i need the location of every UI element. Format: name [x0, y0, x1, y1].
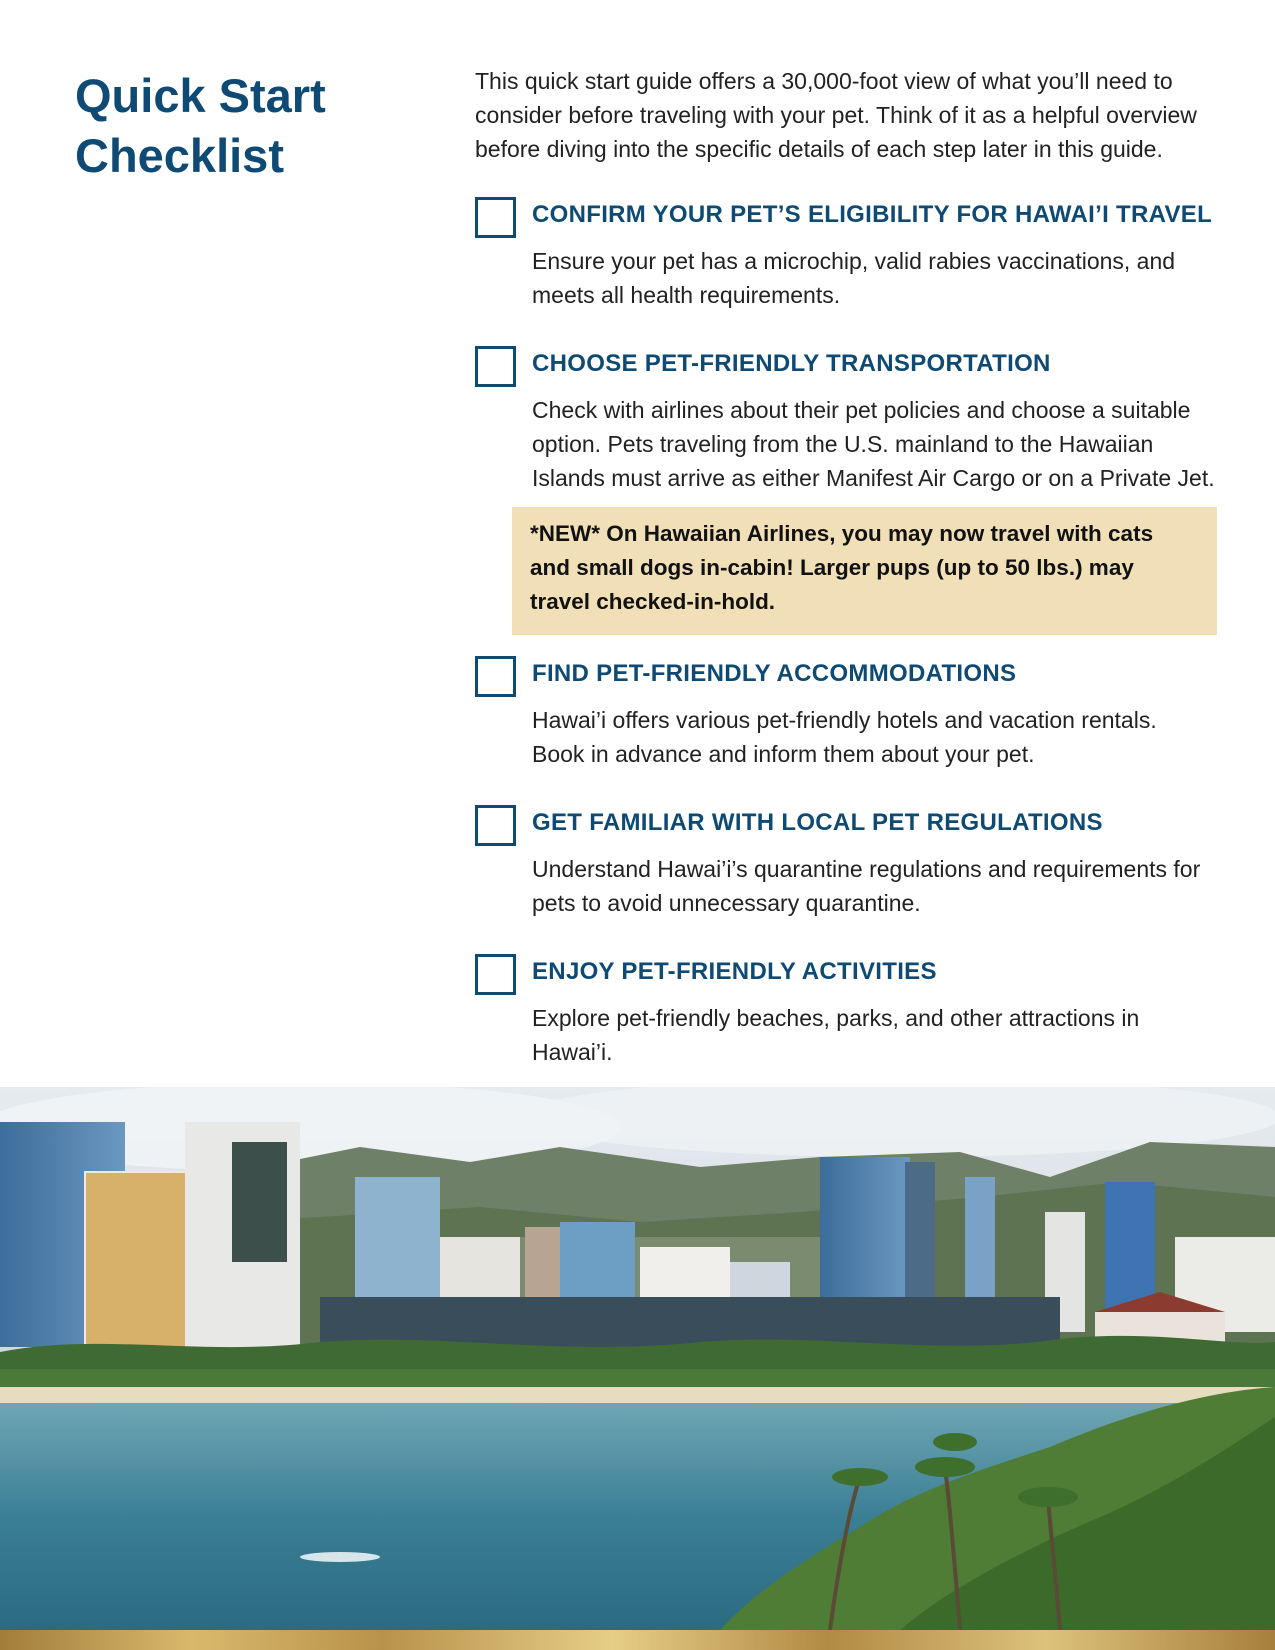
checklist-item-activities [475, 950, 1215, 1069]
new-airline-callout: *NEW* On Hawaiian Airlines, you may now travel with cats and small dogs in-cabin! Larger pups (up to 50 lbs.) may travel checked-in-hold. [512, 507, 1217, 635]
checklist-item-eligibility [475, 193, 1215, 312]
intro-paragraph: This quick start guide offers a 30,000-foot view of what you’ll need to consider before traveling with your pet. Think of it as a helpful overview before diving into the specific details of each step later in this guide. [475, 68, 1197, 162]
title-line-2: Checklist [75, 129, 284, 182]
page-title [75, 66, 405, 186]
item-description: Ensure your pet has a microchip, valid rabies vaccinations, and meets all health requirements. [532, 248, 1176, 308]
title-line-1: Quick Start [75, 69, 326, 122]
checkbox-regulations[interactable] [475, 805, 516, 846]
item-description: Hawai’i offers various pet-friendly hotels and vacation rentals. Book in advance and inform them about your pet. [532, 707, 1157, 767]
item-heading: GET FAMILIAR WITH LOCAL PET REGULATIONS [532, 809, 1103, 836]
item-description: Explore pet-friendly beaches, parks, and other attractions in Hawai’i. [532, 1005, 1140, 1065]
item-heading: FIND PET-FRIENDLY ACCOMMODATIONS [532, 660, 1017, 687]
item-heading: ENJOY PET-FRIENDLY ACTIVITIES [532, 958, 937, 985]
checkbox-activities[interactable] [475, 954, 516, 995]
checkbox-transportation[interactable] [475, 346, 516, 387]
honolulu-skyline-photo [0, 1087, 1275, 1630]
item-heading: CONFIRM YOUR PET’S ELIGIBILITY FOR HAWAI’I TRAVEL [532, 201, 1213, 228]
checklist-content [475, 64, 1215, 1099]
checklist-item-regulations [475, 801, 1215, 920]
checkbox-eligibility[interactable] [475, 197, 516, 238]
gold-foil-band [0, 1630, 1275, 1650]
item-description: Understand Hawai’i’s quarantine regulations and requirements for pets to avoid unnecessary quarantine. [532, 856, 1201, 916]
item-heading: CHOOSE PET-FRIENDLY TRANSPORTATION [532, 350, 1051, 377]
checklist-item-accommodations [475, 652, 1215, 771]
checklist-item-transportation [475, 342, 1215, 495]
item-description: Check with airlines about their pet policies and choose a suitable option. Pets traveling from the U.S. mainland to the Hawaiian Islands must arrive as either Manifest Air Cargo or on a Private Jet. [532, 397, 1215, 491]
checkbox-accommodations[interactable] [475, 656, 516, 697]
